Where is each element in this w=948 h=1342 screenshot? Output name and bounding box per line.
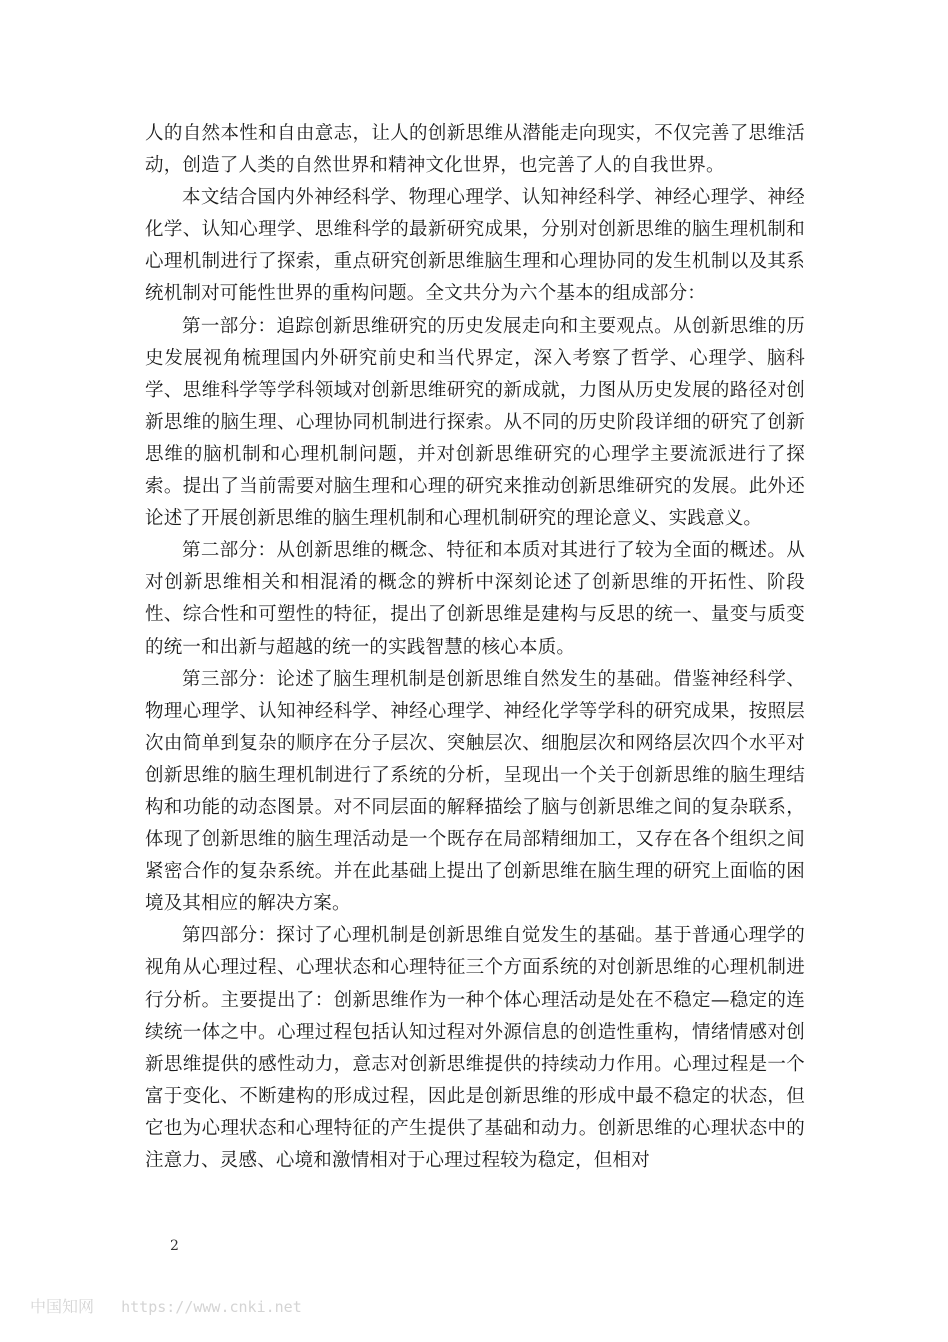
paragraph-2: 本文结合国内外神经科学、物理心理学、认知神经科学、神经心理学、神经化学、认知心理学、思维科学的最新研究成果，分别对创新思维的脑生理机制和心理机制进行了探索，重点研究创新思维脑生理和心理协同的发生机制以及其系统机制对可能性世界的重构问题。全文共分为六个基本的组成部分： — [145, 187, 805, 305]
paragraph-4: 第二部分：从创新思维的概念、特征和本质对其进行了较为全面的概述。从对创新思维相关和相混淆的概念的辨析中深刻论述了创新思维的开拓性、阶段性、综合性和可塑性的特征，提出了创新思维是建构与反思的统一、量变与质变的统一和出新与超越的统一的实践智慧的核心本质。 — [145, 540, 805, 658]
paragraph-5: 第三部分：论述了脑生理机制是创新思维自然发生的基础。借鉴神经科学、物理心理学、认知神经科学、神经心理学、神经化学等学科的研究成果，按照层次由简单到复杂的顺序在分子层次、突触层次、细胞层次和网络层次四个水平对创新思维的脑生理机制进行了系统的分析，呈现出一个关于创新思维的脑生理结构和功能的动态图景。对不同层面的解释描绘了脑与创新思维之间的复杂联系，体现了创新思维的脑生理活动是一个既存在局部精细加工，又存在各个组织之间紧密合作的复杂系统。并在此基础上提出了创新思维在脑生理的研究上面临的困境及其相应的解决方案。 — [145, 668, 805, 915]
paragraph-3: 第一部分：追踪创新思维研究的历史发展走向和主要观点。从创新思维的历史发展视角梳理国内外研究前史和当代界定，深入考察了哲学、心理学、脑科学、思维科学等学科领域对创新思维研究的新成就，力图从历史发展的路径对创新思维的脑生理、心理协同机制进行探索。从不同的历史阶段详细的研究了创新思维的脑机制和心理机制问题，并对创新思维研究的心理学主要流派进行了探索。提出了当前需要对脑生理和心理的研究来推动创新思维研究的发展。此外还论述了开展创新思维的脑生理机制和心理机制研究的理论意义、实践意义。 — [145, 315, 805, 530]
page-number: 2 — [170, 1238, 179, 1254]
body-text — [145, 118, 805, 1177]
watermark — [30, 1294, 302, 1317]
paragraph-6: 第四部分：探讨了心理机制是创新思维自觉发生的基础。基于普通心理学的视角从心理过程、心理状态和心理特征三个方面系统的对创新思维的心理机制进行分析。主要提出了：创新思维作为一种个体心理活动是处在不稳定—稳定的连续统一体之中。心理过程包括认知过程对外源信息的创造性重构，情绪情感对创新思维提供的感性动力，意志对创新思维提供的持续动力作用。心理过程是一个富于变化、不断建构的形成过程，因此是创新思维的形成中最不稳定的状态，但它也为心理状态和心理特征的产生提供了基础和动力。创新思维的心理状态中的注意力、灵感、心境和激情相对于心理过程较为稳定，但相对 — [145, 925, 805, 1171]
watermark-name: 中国知网 — [30, 1297, 95, 1316]
watermark-url: https://www.cnki.net — [121, 1298, 302, 1316]
paragraph-1: 人的自然本性和自由意志，让人的创新思维从潜能走向现实，不仅完善了思维活动，创造了人类的自然世界和精神文化世界，也完善了人的自我世界。 — [145, 123, 805, 177]
